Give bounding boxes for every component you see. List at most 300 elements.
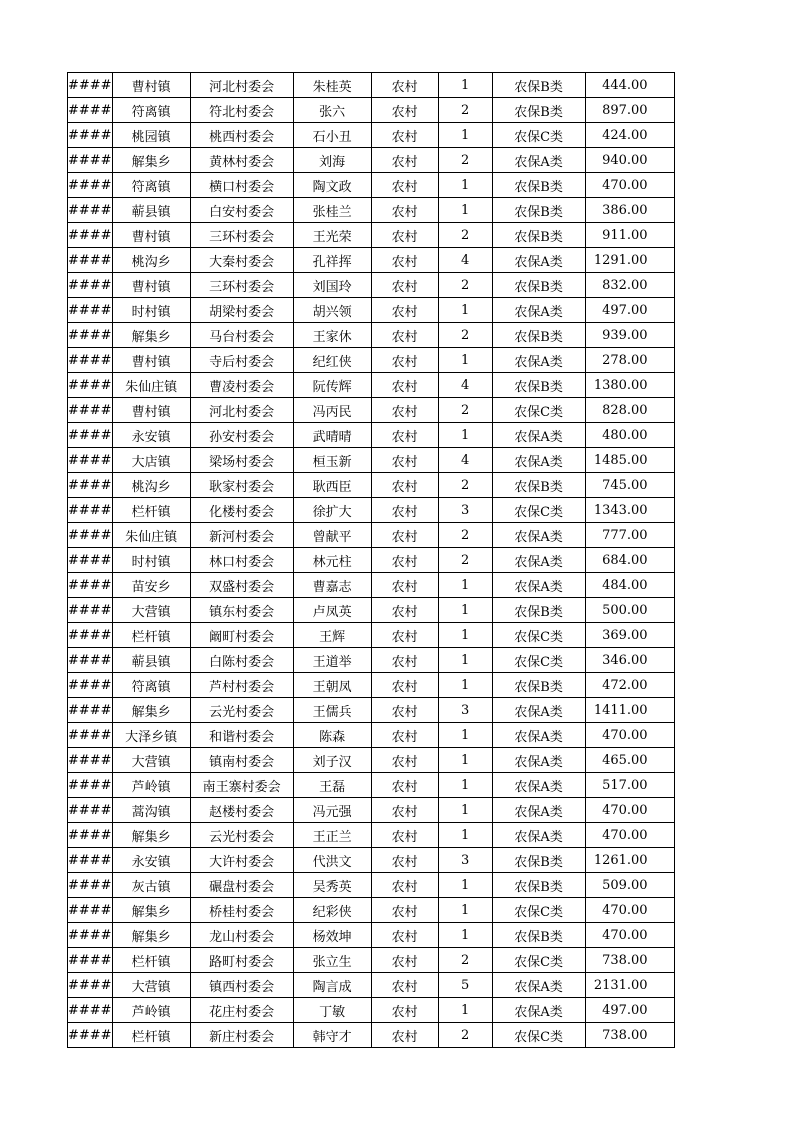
table-row xyxy=(68,373,675,398)
town-cell: 曹村镇 xyxy=(112,398,190,423)
amount-cell: 517.00 xyxy=(585,773,674,798)
date-cell: #### xyxy=(68,448,113,473)
name-cell: 张桂兰 xyxy=(293,198,371,223)
amount-cell: 1261.00 xyxy=(585,848,674,873)
date-cell: #### xyxy=(68,373,113,398)
count-cell: 2 xyxy=(438,398,492,423)
town-cell: 解集乡 xyxy=(112,898,190,923)
village-cell: 河北村委会 xyxy=(190,73,293,98)
town-cell: 符离镇 xyxy=(112,173,190,198)
amount-cell: 369.00 xyxy=(585,623,674,648)
type-cell: 农村 xyxy=(371,223,438,248)
type-cell: 农村 xyxy=(371,298,438,323)
count-cell: 1 xyxy=(438,348,492,373)
name-cell: 冯丙民 xyxy=(293,398,371,423)
town-cell: 栏杆镇 xyxy=(112,498,190,523)
name-cell: 王光荣 xyxy=(293,223,371,248)
category-cell: 农保B类 xyxy=(492,98,585,123)
amount-cell: 509.00 xyxy=(585,873,674,898)
name-cell: 刘国玲 xyxy=(293,273,371,298)
table-row xyxy=(68,573,675,598)
name-cell: 王道举 xyxy=(293,648,371,673)
table-row xyxy=(68,198,675,223)
amount-cell: 470.00 xyxy=(585,823,674,848)
date-cell: #### xyxy=(68,773,113,798)
village-cell: 大许村委会 xyxy=(190,848,293,873)
town-cell: 永安镇 xyxy=(112,848,190,873)
category-cell: 农保C类 xyxy=(492,1023,585,1048)
town-cell: 桃沟乡 xyxy=(112,473,190,498)
category-cell: 农保A类 xyxy=(492,298,585,323)
name-cell: 王朝凤 xyxy=(293,673,371,698)
date-cell: #### xyxy=(68,198,113,223)
amount-cell: 500.00 xyxy=(585,598,674,623)
type-cell: 农村 xyxy=(371,1023,438,1048)
table-row xyxy=(68,248,675,273)
amount-cell: 484.00 xyxy=(585,573,674,598)
category-cell: 农保A类 xyxy=(492,973,585,998)
amount-cell: 911.00 xyxy=(585,223,674,248)
table-row xyxy=(68,398,675,423)
type-cell: 农村 xyxy=(371,448,438,473)
town-cell: 苗安乡 xyxy=(112,573,190,598)
town-cell: 曹村镇 xyxy=(112,348,190,373)
category-cell: 农保C类 xyxy=(492,648,585,673)
table-row xyxy=(68,673,675,698)
count-cell: 1 xyxy=(438,798,492,823)
type-cell: 农村 xyxy=(371,548,438,573)
amount-cell: 1485.00 xyxy=(585,448,674,473)
type-cell: 农村 xyxy=(371,198,438,223)
village-cell: 孙安村委会 xyxy=(190,423,293,448)
town-cell: 大营镇 xyxy=(112,598,190,623)
table-row xyxy=(68,998,675,1023)
table-row xyxy=(68,298,675,323)
date-cell: #### xyxy=(68,973,113,998)
table-row xyxy=(68,273,675,298)
date-cell: #### xyxy=(68,273,113,298)
count-cell: 1 xyxy=(438,173,492,198)
name-cell: 石小丑 xyxy=(293,123,371,148)
type-cell: 农村 xyxy=(371,523,438,548)
count-cell: 1 xyxy=(438,723,492,748)
village-cell: 曹凌村委会 xyxy=(190,373,293,398)
town-cell: 灰古镇 xyxy=(112,873,190,898)
town-cell: 解集乡 xyxy=(112,698,190,723)
table-row xyxy=(68,498,675,523)
count-cell: 2 xyxy=(438,1023,492,1048)
count-cell: 1 xyxy=(438,823,492,848)
name-cell: 徐扩大 xyxy=(293,498,371,523)
category-cell: 农保B类 xyxy=(492,173,585,198)
type-cell: 农村 xyxy=(371,798,438,823)
village-cell: 赵楼村委会 xyxy=(190,798,293,823)
village-cell: 龙山村委会 xyxy=(190,923,293,948)
table-row xyxy=(68,148,675,173)
table-row xyxy=(68,823,675,848)
type-cell: 农村 xyxy=(371,848,438,873)
village-cell: 黄林村委会 xyxy=(190,148,293,173)
count-cell: 2 xyxy=(438,223,492,248)
table-row xyxy=(68,898,675,923)
table-row xyxy=(68,548,675,573)
type-cell: 农村 xyxy=(371,473,438,498)
table-row xyxy=(68,848,675,873)
type-cell: 农村 xyxy=(371,323,438,348)
category-cell: 农保C类 xyxy=(492,948,585,973)
village-cell: 南王寨村委会 xyxy=(190,773,293,798)
category-cell: 农保A类 xyxy=(492,423,585,448)
data-table xyxy=(67,72,675,1048)
village-cell: 新河村委会 xyxy=(190,523,293,548)
amount-cell: 424.00 xyxy=(585,123,674,148)
amount-cell: 939.00 xyxy=(585,323,674,348)
town-cell: 解集乡 xyxy=(112,923,190,948)
town-cell: 大营镇 xyxy=(112,748,190,773)
name-cell: 耿西臣 xyxy=(293,473,371,498)
table-row xyxy=(68,973,675,998)
category-cell: 农保A类 xyxy=(492,523,585,548)
name-cell: 王磊 xyxy=(293,773,371,798)
town-cell: 大店镇 xyxy=(112,448,190,473)
village-cell: 耿家村委会 xyxy=(190,473,293,498)
town-cell: 永安镇 xyxy=(112,423,190,448)
town-cell: 栏杆镇 xyxy=(112,623,190,648)
name-cell: 胡兴领 xyxy=(293,298,371,323)
category-cell: 农保C类 xyxy=(492,498,585,523)
date-cell: #### xyxy=(68,398,113,423)
table-row xyxy=(68,123,675,148)
village-cell: 林口村委会 xyxy=(190,548,293,573)
table-row xyxy=(68,473,675,498)
name-cell: 武晴晴 xyxy=(293,423,371,448)
town-cell: 朱仙庄镇 xyxy=(112,373,190,398)
village-cell: 双盛村委会 xyxy=(190,573,293,598)
village-cell: 三环村委会 xyxy=(190,273,293,298)
town-cell: 桃园镇 xyxy=(112,123,190,148)
category-cell: 农保B类 xyxy=(492,323,585,348)
category-cell: 农保A类 xyxy=(492,573,585,598)
amount-cell: 470.00 xyxy=(585,173,674,198)
village-cell: 横口村委会 xyxy=(190,173,293,198)
village-cell: 化楼村委会 xyxy=(190,498,293,523)
type-cell: 农村 xyxy=(371,773,438,798)
name-cell: 王家休 xyxy=(293,323,371,348)
town-cell: 符离镇 xyxy=(112,673,190,698)
date-cell: #### xyxy=(68,848,113,873)
village-cell: 三环村委会 xyxy=(190,223,293,248)
count-cell: 1 xyxy=(438,123,492,148)
amount-cell: 497.00 xyxy=(585,298,674,323)
name-cell: 冯元强 xyxy=(293,798,371,823)
amount-cell: 745.00 xyxy=(585,473,674,498)
type-cell: 农村 xyxy=(371,573,438,598)
amount-cell: 2131.00 xyxy=(585,973,674,998)
category-cell: 农保B类 xyxy=(492,598,585,623)
date-cell: #### xyxy=(68,323,113,348)
date-cell: #### xyxy=(68,673,113,698)
type-cell: 农村 xyxy=(371,723,438,748)
count-cell: 5 xyxy=(438,973,492,998)
table-row xyxy=(68,798,675,823)
count-cell: 4 xyxy=(438,248,492,273)
type-cell: 农村 xyxy=(371,123,438,148)
date-cell: #### xyxy=(68,248,113,273)
category-cell: 农保B类 xyxy=(492,873,585,898)
amount-cell: 738.00 xyxy=(585,1023,674,1048)
town-cell: 桃沟乡 xyxy=(112,248,190,273)
category-cell: 农保C类 xyxy=(492,398,585,423)
type-cell: 农村 xyxy=(371,148,438,173)
table-row xyxy=(68,523,675,548)
category-cell: 农保B类 xyxy=(492,373,585,398)
town-cell: 栏杆镇 xyxy=(112,948,190,973)
date-cell: #### xyxy=(68,698,113,723)
name-cell: 孔祥挥 xyxy=(293,248,371,273)
type-cell: 农村 xyxy=(371,348,438,373)
town-cell: 解集乡 xyxy=(112,323,190,348)
name-cell: 阮传辉 xyxy=(293,373,371,398)
date-cell: #### xyxy=(68,123,113,148)
date-cell: #### xyxy=(68,873,113,898)
table-row xyxy=(68,873,675,898)
type-cell: 农村 xyxy=(371,173,438,198)
table-row xyxy=(68,698,675,723)
town-cell: 曹村镇 xyxy=(112,73,190,98)
date-cell: #### xyxy=(68,598,113,623)
count-cell: 1 xyxy=(438,748,492,773)
amount-cell: 1411.00 xyxy=(585,698,674,723)
category-cell: 农保A类 xyxy=(492,148,585,173)
town-cell: 曹村镇 xyxy=(112,273,190,298)
amount-cell: 738.00 xyxy=(585,948,674,973)
table-row xyxy=(68,723,675,748)
amount-cell: 470.00 xyxy=(585,898,674,923)
table-row xyxy=(68,1023,675,1048)
village-cell: 碾盘村委会 xyxy=(190,873,293,898)
date-cell: #### xyxy=(68,423,113,448)
count-cell: 3 xyxy=(438,498,492,523)
date-cell: #### xyxy=(68,98,113,123)
date-cell: #### xyxy=(68,498,113,523)
amount-cell: 832.00 xyxy=(585,273,674,298)
table-row xyxy=(68,323,675,348)
category-cell: 农保C类 xyxy=(492,623,585,648)
count-cell: 1 xyxy=(438,873,492,898)
village-cell: 芦村村委会 xyxy=(190,673,293,698)
category-cell: 农保B类 xyxy=(492,198,585,223)
count-cell: 2 xyxy=(438,273,492,298)
type-cell: 农村 xyxy=(371,873,438,898)
count-cell: 2 xyxy=(438,98,492,123)
town-cell: 栏杆镇 xyxy=(112,1023,190,1048)
village-cell: 胡梁村委会 xyxy=(190,298,293,323)
count-cell: 1 xyxy=(438,898,492,923)
type-cell: 农村 xyxy=(371,273,438,298)
count-cell: 4 xyxy=(438,448,492,473)
table-row xyxy=(68,948,675,973)
count-cell: 2 xyxy=(438,148,492,173)
count-cell: 1 xyxy=(438,673,492,698)
type-cell: 农村 xyxy=(371,748,438,773)
type-cell: 农村 xyxy=(371,598,438,623)
category-cell: 农保B类 xyxy=(492,923,585,948)
type-cell: 农村 xyxy=(371,973,438,998)
name-cell: 陈森 xyxy=(293,723,371,748)
date-cell: #### xyxy=(68,723,113,748)
amount-cell: 444.00 xyxy=(585,73,674,98)
name-cell: 韩守才 xyxy=(293,1023,371,1048)
category-cell: 农保A类 xyxy=(492,998,585,1023)
category-cell: 农保A类 xyxy=(492,773,585,798)
table-row xyxy=(68,98,675,123)
town-cell: 时村镇 xyxy=(112,298,190,323)
category-cell: 农保A类 xyxy=(492,748,585,773)
count-cell: 1 xyxy=(438,623,492,648)
village-cell: 云光村委会 xyxy=(190,823,293,848)
date-cell: #### xyxy=(68,923,113,948)
count-cell: 1 xyxy=(438,648,492,673)
village-cell: 白安村委会 xyxy=(190,198,293,223)
date-cell: #### xyxy=(68,648,113,673)
count-cell: 2 xyxy=(438,548,492,573)
date-cell: #### xyxy=(68,523,113,548)
village-cell: 河北村委会 xyxy=(190,398,293,423)
town-cell: 解集乡 xyxy=(112,823,190,848)
name-cell: 刘海 xyxy=(293,148,371,173)
type-cell: 农村 xyxy=(371,498,438,523)
count-cell: 1 xyxy=(438,423,492,448)
village-cell: 桃西村委会 xyxy=(190,123,293,148)
village-cell: 镇南村委会 xyxy=(190,748,293,773)
table-row xyxy=(68,423,675,448)
name-cell: 丁敏 xyxy=(293,998,371,1023)
date-cell: #### xyxy=(68,148,113,173)
amount-cell: 777.00 xyxy=(585,523,674,548)
category-cell: 农保B类 xyxy=(492,273,585,298)
count-cell: 1 xyxy=(438,573,492,598)
village-cell: 新庄村委会 xyxy=(190,1023,293,1048)
count-cell: 4 xyxy=(438,373,492,398)
name-cell: 桓玉新 xyxy=(293,448,371,473)
type-cell: 农村 xyxy=(371,623,438,648)
name-cell: 刘子汉 xyxy=(293,748,371,773)
table-row xyxy=(68,648,675,673)
type-cell: 农村 xyxy=(371,898,438,923)
table-row xyxy=(68,623,675,648)
count-cell: 1 xyxy=(438,73,492,98)
amount-cell: 465.00 xyxy=(585,748,674,773)
amount-cell: 940.00 xyxy=(585,148,674,173)
category-cell: 农保C类 xyxy=(492,123,585,148)
date-cell: #### xyxy=(68,823,113,848)
town-cell: 曹村镇 xyxy=(112,223,190,248)
town-cell: 符离镇 xyxy=(112,98,190,123)
name-cell: 林元柱 xyxy=(293,548,371,573)
category-cell: 农保C类 xyxy=(492,898,585,923)
amount-cell: 470.00 xyxy=(585,723,674,748)
village-cell: 大秦村委会 xyxy=(190,248,293,273)
amount-cell: 828.00 xyxy=(585,398,674,423)
name-cell: 卢凤英 xyxy=(293,598,371,623)
type-cell: 农村 xyxy=(371,948,438,973)
category-cell: 农保B类 xyxy=(492,673,585,698)
date-cell: #### xyxy=(68,573,113,598)
table-row xyxy=(68,773,675,798)
type-cell: 农村 xyxy=(371,698,438,723)
type-cell: 农村 xyxy=(371,648,438,673)
town-cell: 蕲县镇 xyxy=(112,198,190,223)
category-cell: 农保A类 xyxy=(492,798,585,823)
category-cell: 农保A类 xyxy=(492,548,585,573)
name-cell: 王正兰 xyxy=(293,823,371,848)
date-cell: #### xyxy=(68,173,113,198)
category-cell: 农保A类 xyxy=(492,448,585,473)
type-cell: 农村 xyxy=(371,98,438,123)
name-cell: 陶言成 xyxy=(293,973,371,998)
town-cell: 大营镇 xyxy=(112,973,190,998)
amount-cell: 897.00 xyxy=(585,98,674,123)
amount-cell: 470.00 xyxy=(585,798,674,823)
amount-cell: 278.00 xyxy=(585,348,674,373)
category-cell: 农保A类 xyxy=(492,348,585,373)
table-row xyxy=(68,348,675,373)
table-row xyxy=(68,598,675,623)
amount-cell: 497.00 xyxy=(585,998,674,1023)
category-cell: 农保A类 xyxy=(492,823,585,848)
table-row xyxy=(68,73,675,98)
name-cell: 纪红侠 xyxy=(293,348,371,373)
count-cell: 1 xyxy=(438,998,492,1023)
village-cell: 马台村委会 xyxy=(190,323,293,348)
count-cell: 1 xyxy=(438,198,492,223)
type-cell: 农村 xyxy=(371,398,438,423)
date-cell: #### xyxy=(68,73,113,98)
category-cell: 农保A类 xyxy=(492,698,585,723)
village-cell: 花庄村委会 xyxy=(190,998,293,1023)
category-cell: 农保A类 xyxy=(492,248,585,273)
town-cell: 芦岭镇 xyxy=(112,773,190,798)
village-cell: 阚町村委会 xyxy=(190,623,293,648)
date-cell: #### xyxy=(68,348,113,373)
amount-cell: 684.00 xyxy=(585,548,674,573)
name-cell: 曹嘉志 xyxy=(293,573,371,598)
amount-cell: 1291.00 xyxy=(585,248,674,273)
table-row xyxy=(68,448,675,473)
village-cell: 桥桂村委会 xyxy=(190,898,293,923)
type-cell: 农村 xyxy=(371,923,438,948)
amount-cell: 346.00 xyxy=(585,648,674,673)
village-cell: 镇西村委会 xyxy=(190,973,293,998)
count-cell: 2 xyxy=(438,948,492,973)
amount-cell: 386.00 xyxy=(585,198,674,223)
amount-cell: 1343.00 xyxy=(585,498,674,523)
date-cell: #### xyxy=(68,998,113,1023)
table-row xyxy=(68,173,675,198)
count-cell: 2 xyxy=(438,323,492,348)
town-cell: 大泽乡镇 xyxy=(112,723,190,748)
type-cell: 农村 xyxy=(371,73,438,98)
amount-cell: 470.00 xyxy=(585,923,674,948)
name-cell: 代洪文 xyxy=(293,848,371,873)
category-cell: 农保B类 xyxy=(492,473,585,498)
town-cell: 时村镇 xyxy=(112,548,190,573)
town-cell: 解集乡 xyxy=(112,148,190,173)
village-cell: 白陈村委会 xyxy=(190,648,293,673)
name-cell: 纪彩侠 xyxy=(293,898,371,923)
name-cell: 杨效坤 xyxy=(293,923,371,948)
date-cell: #### xyxy=(68,223,113,248)
